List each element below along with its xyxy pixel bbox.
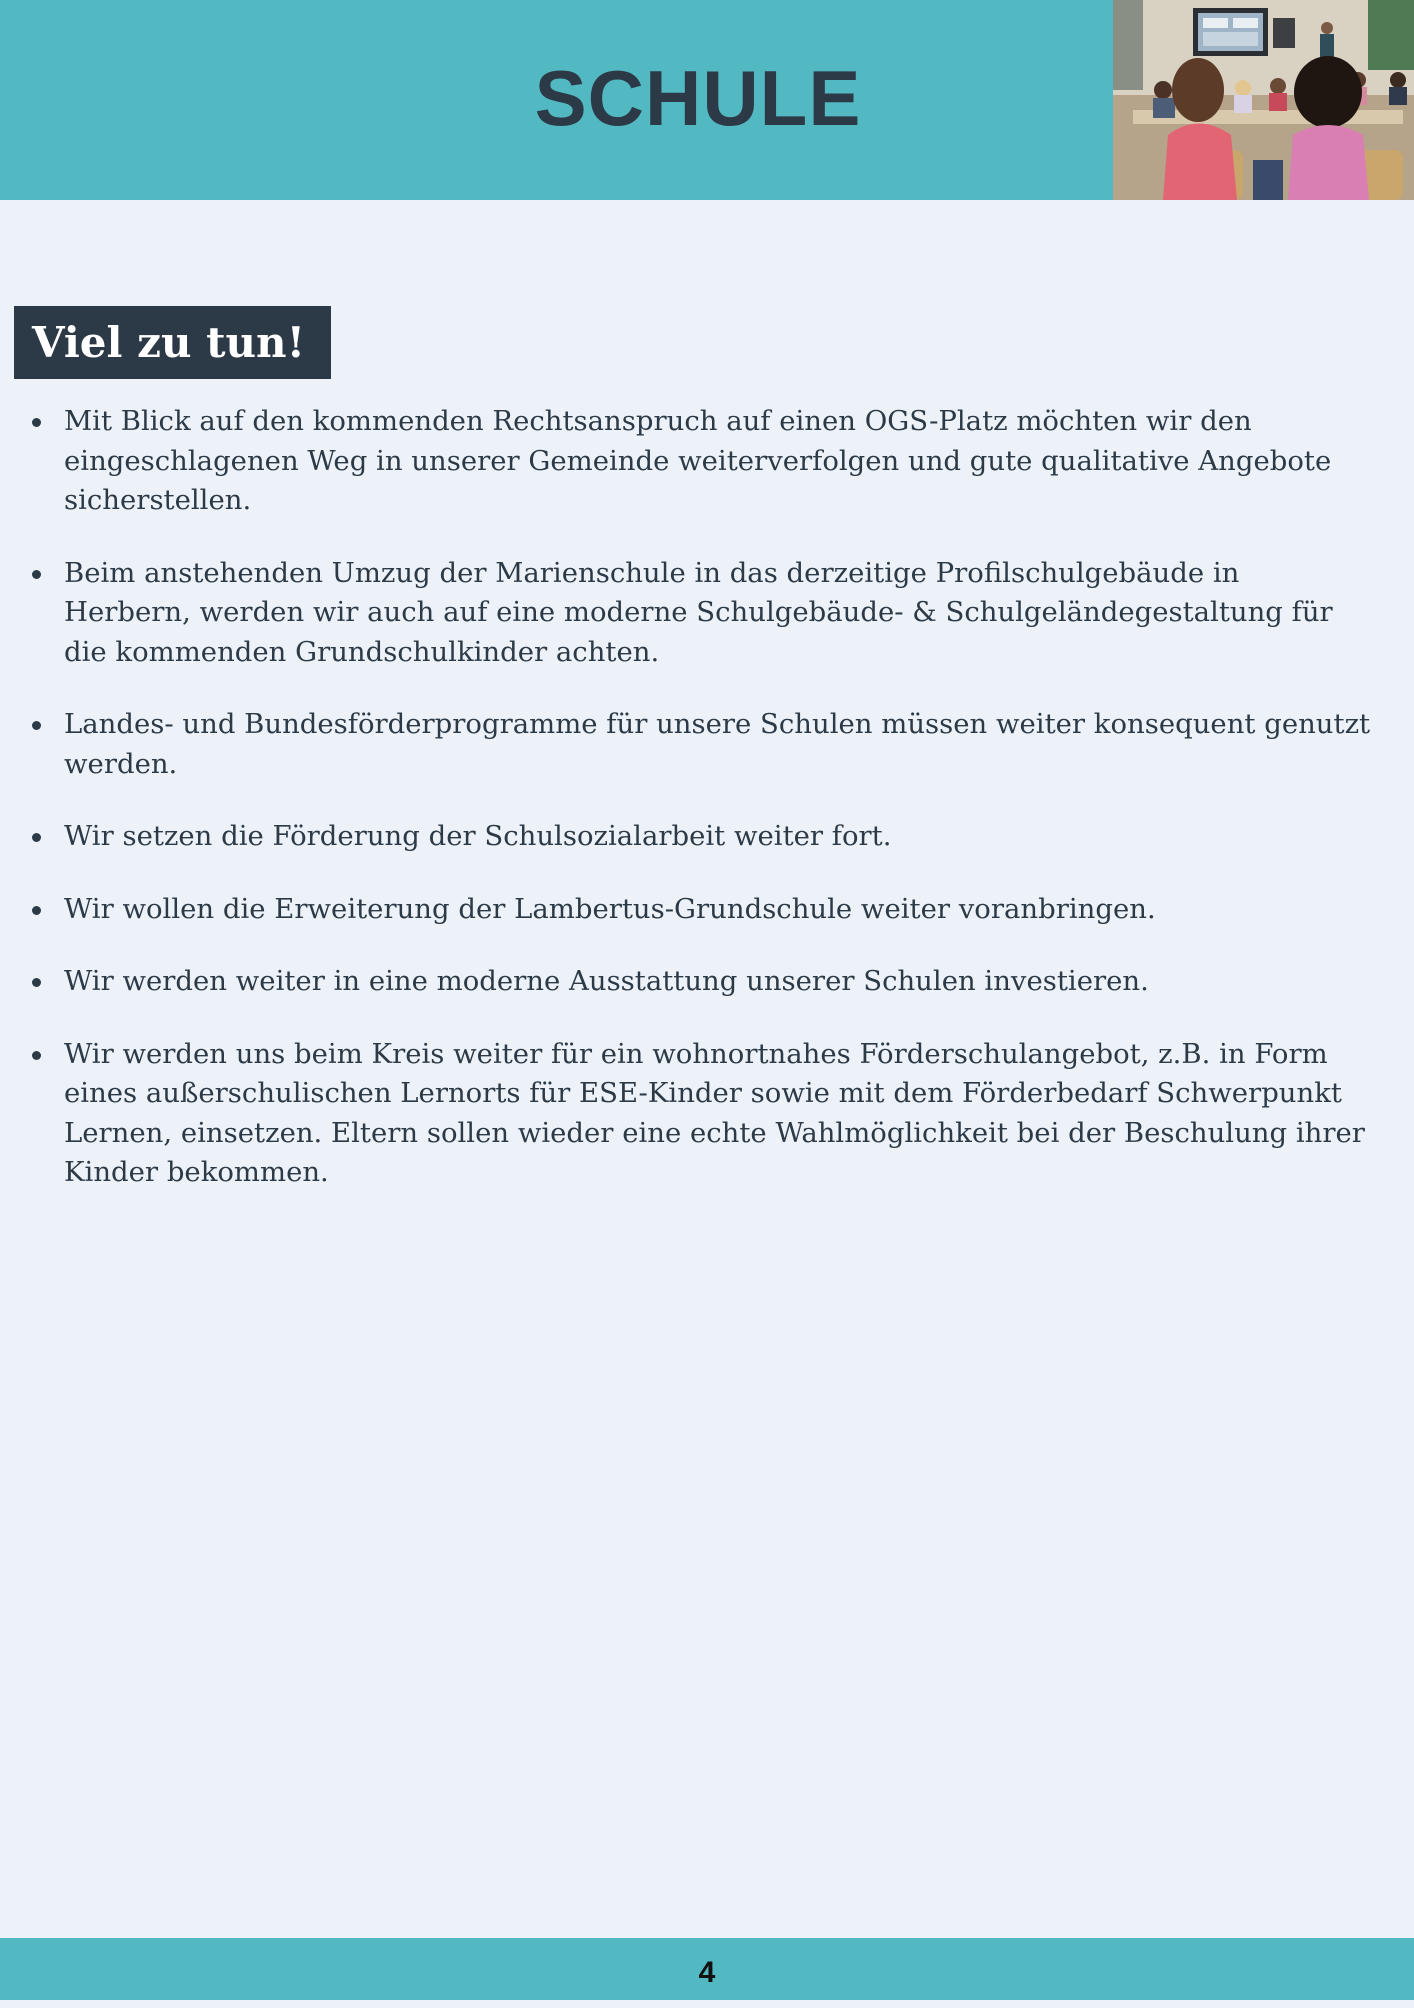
list-item	[0, 1035, 1414, 1193]
page-footer	[0, 1938, 1414, 2000]
section-heading: Viel zu tun!	[14, 306, 331, 379]
list-item-text: Mit Blick auf den kommenden Rechtsanspruch auf einen OGS-Platz möchten wir den eingeschlagenen Weg in unserer Gemeinde weiterverfolgen und gute qualitative Angebote sicherstellen.	[64, 405, 1332, 516]
list-item	[0, 402, 1414, 521]
list-item-text: Beim anstehenden Umzug der Marienschule in das derzeitige Profilschulgebäude in Herbern, werden wir auch auf eine moderne Schulgebäude- & Schulgeländegestaltung für die kommenden Grundschulkinder achten.	[64, 556, 1333, 668]
list-item-text: Wir werden weiter in eine moderne Ausstattung unserer Schulen investieren.	[64, 965, 1149, 997]
bullet-icon	[32, 570, 41, 579]
bullet-list	[0, 402, 1414, 1226]
bullet-icon	[32, 1051, 41, 1060]
list-item-text: Wir werden uns beim Kreis weiter für ein wohnortnahes Förderschulangebot, z.B. in Form eines außerschulischen Lernorts für ESE-Kinder sowie mit dem Förderbedarf Schwerpunkt Lernen, einsetzen. Eltern sollen wieder eine echte Wahlmöglichkeit bei der Beschulung ihrer Kinder bekommen.	[64, 1037, 1365, 1188]
page-title: SCHULE	[534, 54, 862, 142]
bullet-icon	[32, 906, 41, 915]
bullet-icon	[32, 721, 41, 730]
list-item	[0, 817, 1414, 857]
list-item-text: Wir wollen die Erweiterung der Lambertus-Grundschule weiter voranbringen.	[64, 892, 1156, 925]
list-item	[0, 705, 1414, 784]
classroom-photo	[1113, 0, 1414, 200]
page-number: 4	[698, 1956, 716, 1989]
bullet-icon	[32, 833, 41, 842]
page-header	[0, 0, 1414, 200]
bullet-icon	[32, 418, 41, 427]
list-item-text: Landes- und Bundesförderprogramme für unsere Schulen müssen weiter konsequent genutzt werden.	[64, 708, 1371, 780]
list-item	[0, 890, 1414, 930]
bullet-icon	[32, 978, 41, 987]
list-item	[0, 962, 1414, 1002]
list-item-text: Wir setzen die Förderung der Schulsozialarbeit weiter fort.	[64, 820, 892, 852]
list-item	[0, 554, 1414, 673]
